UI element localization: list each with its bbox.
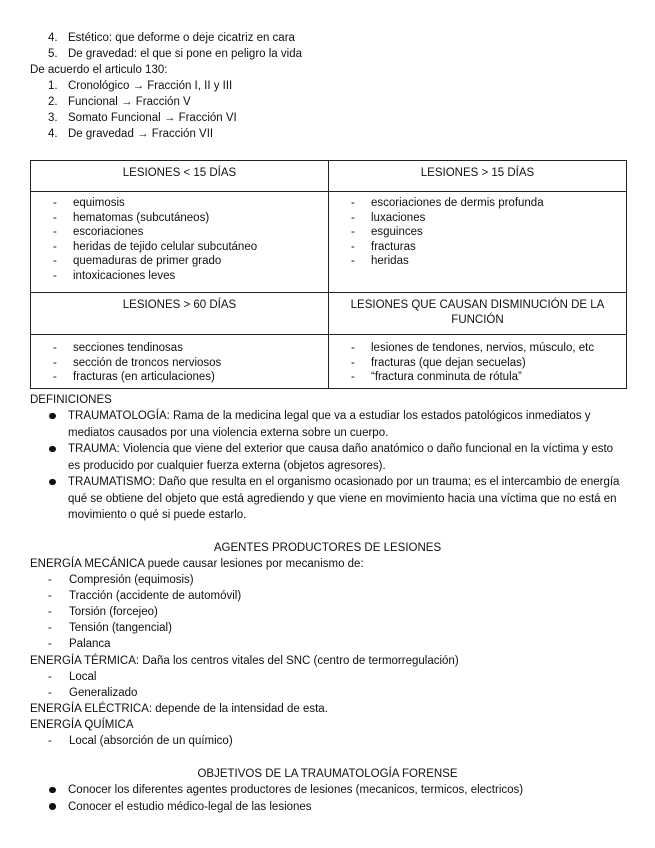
list-item: 5. De gravedad: el que si pone en peligro la vida <box>48 48 302 60</box>
list-item: - Tracción (accidente de automóvil) <box>48 588 241 604</box>
list-item: - fracturas (en articulaciones) <box>53 370 328 385</box>
header-lesiones-mas-15: LESIONES > 15 DÍAS <box>329 161 627 192</box>
list-item: - Compresión (equimosis) <box>48 572 241 588</box>
list-item: - esguinces <box>351 225 626 240</box>
list-item: - equimosis <box>53 196 328 211</box>
list-item: - lesiones de tendones, nervios, músculo, etc <box>351 341 626 356</box>
list-item: - escoriaciones de dermis profunda <box>351 196 626 211</box>
header-lesiones-menos-15: LESIONES < 15 DÍAS <box>31 161 329 192</box>
bullet-icon <box>49 479 56 486</box>
energia-mecanica: ENERGÍA MECÁNICA puede causar lesiones por mecanismo de: <box>30 558 364 570</box>
list-item: - intoxicaciones leves <box>53 269 328 284</box>
bullet-icon <box>49 803 56 810</box>
bullet-icon <box>49 413 56 420</box>
list-item: - sección de troncos nerviosos <box>53 356 328 371</box>
list-item: - “fractura conminuta de rótula” <box>351 370 626 385</box>
header-lesiones-mas-60: LESIONES > 60 DÍAS <box>31 293 329 335</box>
bullet-icon <box>49 787 56 794</box>
list-item: - Torsión (forcejeo) <box>48 604 241 620</box>
definiciones-heading: DEFINICIONES <box>30 394 112 406</box>
list-item: Conocer el estudio médico-legal de las lesiones <box>47 799 622 816</box>
energia-mecanica-list <box>48 572 241 652</box>
articulo-intro: De acuerdo el articulo 130: <box>30 64 168 76</box>
list-item: - hematomas (subcutáneos) <box>53 211 328 226</box>
energia-termica-list <box>48 669 137 701</box>
list-item: - fracturas (que dejan secuelas) <box>351 356 626 371</box>
list-item: - heridas <box>351 254 626 269</box>
cell-lesiones-mas-60 <box>31 335 329 389</box>
list-item: - Local <box>48 669 137 685</box>
cell-lesiones-menos-15 <box>31 192 329 293</box>
list-item: TRAUMA: Violencia que viene del exterior que causa daño anatómico o daño funcional en la víctima y esto es producido por cualquier fuerza externa (objetos agresores). <box>47 441 622 474</box>
bullet-icon <box>49 446 56 453</box>
list-item: - secciones tendinosas <box>53 341 328 356</box>
list-item: - heridas de tejido celular subcutáneo <box>53 240 328 255</box>
list-item: 2. Funcional → Fracción V <box>48 96 191 108</box>
list-item: Conocer los diferentes agentes productores de lesiones (mecanicos, termicos, electricos) <box>47 782 622 799</box>
list-item: 4. De gravedad → Fracción VII <box>48 128 214 140</box>
energia-quimica-list <box>48 733 233 749</box>
lesiones-mas-15-list <box>329 196 626 269</box>
list-item: 1. Cronológico → Fracción I, II y III <box>48 80 233 92</box>
list-item: - Generalizado <box>48 685 137 701</box>
energia-electrica: ENERGÍA ELÉCTRICA: depende de la intensidad de esta. <box>30 703 328 715</box>
tipos-lesion-list <box>48 30 302 62</box>
definiciones-list <box>47 408 622 524</box>
list-item: TRAUMATISMO: Daño que resulta en el organismo ocasionado por un trauma; es el intercambio de energía qué se obtiene del objeto que está agrediendo y que viene en movimiento hacia una víctima que no está en movimiento o qué si puede estarlo. <box>47 474 622 524</box>
list-item: 3. Somato Funcional → Fracción VI <box>48 112 237 124</box>
objetivos-list <box>47 782 622 815</box>
list-item: 4. Estético: que deforme o deje cicatriz en cara <box>48 32 295 44</box>
agentes-heading: AGENTES PRODUCTORES DE LESIONES <box>213 542 442 554</box>
list-item: - escoriaciones <box>53 225 328 240</box>
lesiones-menos-15-list <box>31 196 328 283</box>
energia-quimica: ENERGÍA QUÍMICA <box>30 719 134 731</box>
list-item: - Palanca <box>48 636 241 652</box>
objetivos-heading: OBJETIVOS DE LA TRAUMATOLOGÍA FORENSE <box>197 768 458 780</box>
articulo-list <box>48 78 237 142</box>
list-item: - quemaduras de primer grado <box>53 254 328 269</box>
list-item: TRAUMATOLOGÍA: Rama de la medicina legal que va a estudiar los estados patológicos inmediatos y mediatos causados por una violencia externa sobre un cuerpo. <box>47 408 622 441</box>
header-lesiones-disminucion-funcion: LESIONES QUE CAUSAN DISMINUCIÓN DE LA FUNCIÓN <box>329 293 627 335</box>
list-item: - Local (absorción de un químico) <box>48 733 233 749</box>
list-item: - fracturas <box>351 240 626 255</box>
lesiones-mas-60-list <box>31 341 328 385</box>
lesiones-table <box>30 160 627 389</box>
cell-lesiones-mas-15 <box>329 192 627 293</box>
list-item: - luxaciones <box>351 211 626 226</box>
lesiones-disminucion-list <box>329 341 626 385</box>
cell-lesiones-disminucion-funcion <box>329 335 627 389</box>
list-item: - Tensión (tangencial) <box>48 620 241 636</box>
energia-termica: ENERGÍA TÉRMICA: Daña los centros vitales del SNC (centro de termorregulación) <box>30 655 459 667</box>
